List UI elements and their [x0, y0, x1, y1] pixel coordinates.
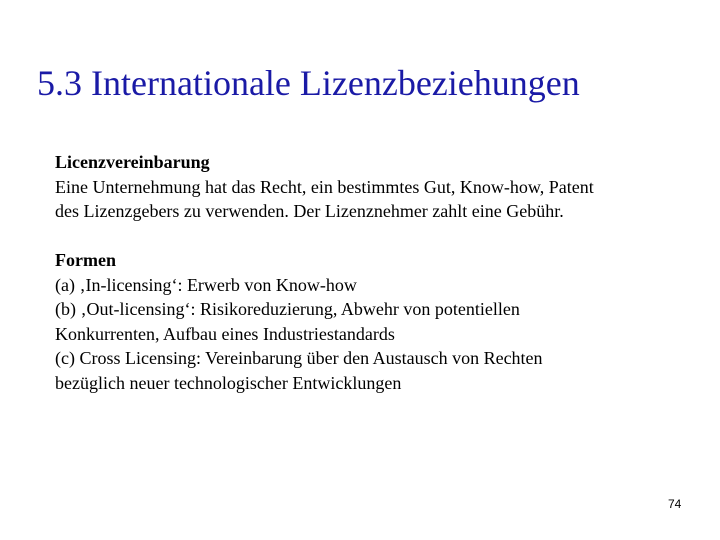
page-number: 74	[668, 497, 682, 511]
slide-content	[55, 150, 695, 395]
license-forms-block	[55, 248, 695, 395]
license-forms-heading: Formen	[55, 250, 116, 270]
form-cross-licensing-continued: bezüglich neuer technologischer Entwicklungen	[55, 372, 402, 393]
form-out-licensing: (b) ‚Out-licensing‘: Risikoreduzierung, Abwehr von potentiellen	[55, 299, 520, 319]
form-out-licensing-continued: Konkurrenten, Aufbau eines Industriestandards	[55, 323, 395, 344]
form-in-licensing: (a) ‚In-licensing‘: Erwerb von Know-how	[55, 274, 357, 295]
slide-title: 5.3 Internationale Lizenzbeziehungen	[37, 63, 580, 103]
license-agreement-block	[55, 150, 695, 224]
form-cross-licensing: (c) Cross Licensing: Vereinbarung über den Austausch von Rechten	[55, 348, 543, 368]
license-definition-line-2: des Lizenzgebers zu verwenden. Der Lizenznehmer zahlt eine Gebühr.	[55, 201, 564, 221]
license-definition-line-1: Eine Unternehmung hat das Recht, ein bestimmtes Gut, Know-how, Patent	[55, 176, 594, 197]
license-agreement-heading: Licenzvereinbarung	[55, 152, 210, 172]
